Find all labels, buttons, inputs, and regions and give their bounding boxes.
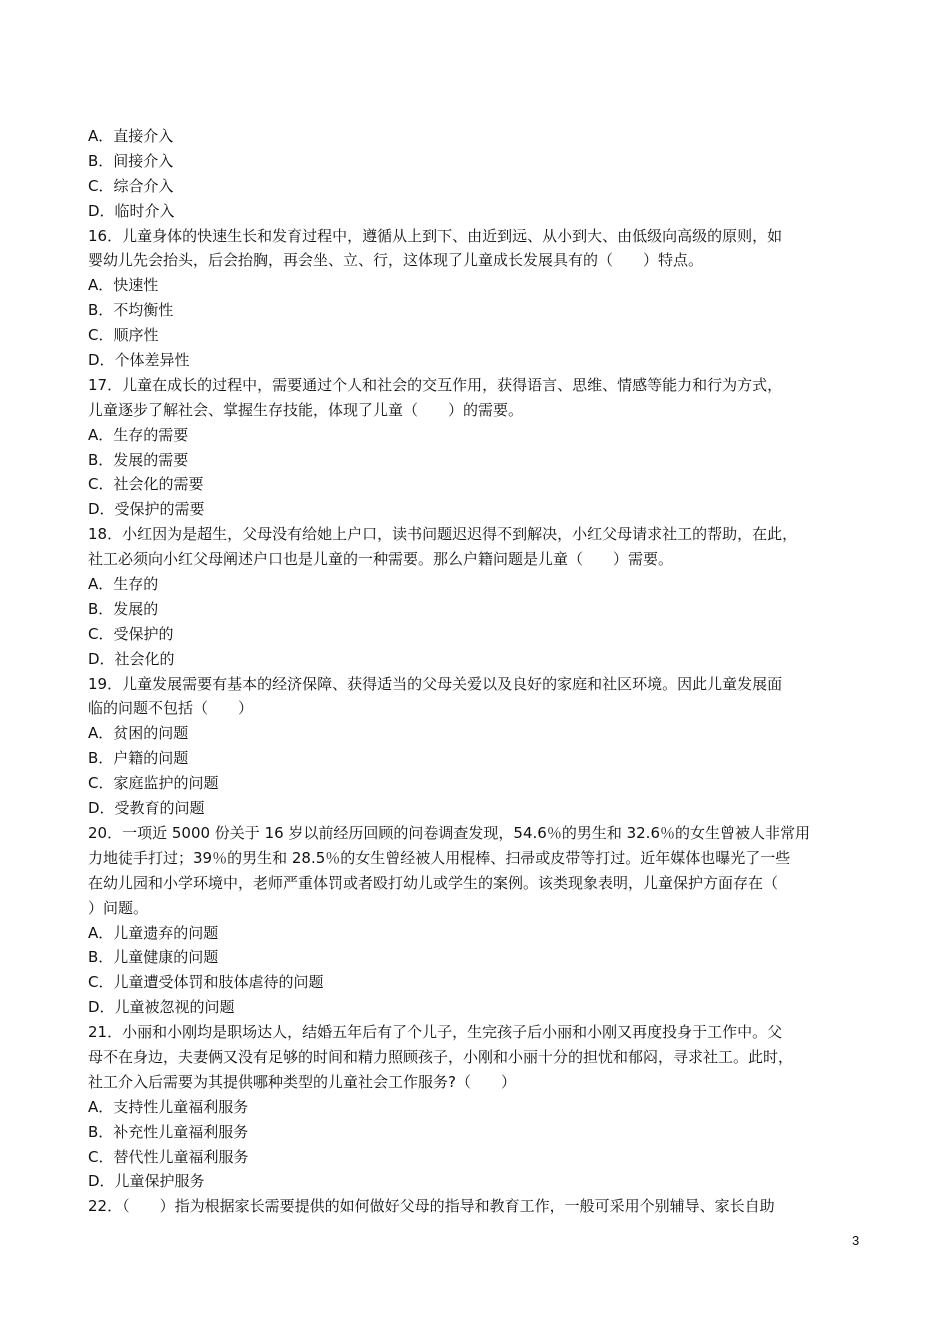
answer-option: B．不均衡性 [88, 301, 174, 320]
answer-option: A．贫困的问题 [88, 724, 189, 743]
answer-option: C．儿童遭受体罚和肢体虐待的问题 [88, 973, 324, 992]
question-text-line: 20．一项近 5000 份关于 16 岁以前经历回顾的问卷调查发现，54.6％的男生和 32.6％的女生曾被人非常用 [88, 823, 810, 842]
answer-option: B．发展的 [88, 599, 159, 618]
question-stem [88, 1020, 864, 1095]
answer-option: D．儿童保护服务 [88, 1172, 205, 1191]
question-stem [88, 373, 864, 423]
answer-option: B．发展的需要 [88, 450, 189, 469]
question-stem [88, 224, 864, 274]
answer-option: B．间接介入 [88, 151, 174, 170]
answer-option: A．生存的 [88, 575, 159, 594]
answer-option: D．受教育的问题 [88, 799, 205, 818]
question-text-line: 21．小丽和小刚均是职场达人，结婚五年后有了个儿子，生完孩子后小丽和小刚又再度投身于工作中。父 [88, 1023, 783, 1042]
answer-option: D．个体差异性 [88, 351, 190, 370]
answer-option: D．社会化的 [88, 649, 175, 668]
answer-option: B．儿童健康的问题 [88, 948, 219, 967]
answer-option: D．临时介入 [88, 201, 175, 220]
question-stem [88, 1194, 864, 1219]
answer-option: C．社会化的需要 [88, 475, 204, 494]
question-text-line: 社工介入后需要为其提供哪种类型的儿童社会工作服务?（ ） [88, 1072, 516, 1091]
answer-option: A．儿童遗弃的问题 [88, 923, 219, 942]
question-text-line: 在幼儿园和小学环境中，老师严重体罚或者殴打幼儿或学生的案例。该类现象表明，儿童保护方面存在（ [88, 873, 779, 892]
question-text-line: 母不在身边，夫妻俩又没有足够的时间和精力照顾孩子，小刚和小丽十分的担忧和郁闷，寻求社工。此时， [88, 1047, 794, 1066]
answer-option: A．支持性儿童福利服务 [88, 1097, 249, 1116]
question-text-line: 力地徒手打过；39％的男生和 28.5％的女生曾经被人用棍棒、扫帚或皮带等打过。近年媒体也曝光了一些 [88, 848, 791, 867]
question-text-line: 17．儿童在成长的过程中，需要通过个人和社会的交互作用，获得语言、思维、情感等能力和行为方式， [88, 375, 783, 394]
page-number: 3 [852, 1233, 860, 1248]
answer-option: C．顺序性 [88, 326, 159, 345]
answer-option: C．受保护的 [88, 624, 174, 643]
answer-option: C．替代性儿童福利服务 [88, 1147, 249, 1166]
question-text-line: 社工必须向小红父母阐述户口也是儿童的一种需要。那么户籍问题是儿童（ ）需要。 [88, 550, 674, 569]
answer-option: D．儿童被忽视的问题 [88, 998, 235, 1017]
answer-option: C．家庭监护的问题 [88, 774, 219, 793]
question-text-line: 19．儿童发展需要有基本的经济保障、获得适当的父母关爱以及良好的家庭和社区环境。因此儿童发展面 [88, 674, 783, 693]
question-text-line: 18．小红因为是超生，父母没有给她上户口，读书问题迟迟得不到解决，小红父母请求社工的帮助，在此， [88, 525, 798, 544]
question-text-line: 22．（ ）指为根据家长需要提供的如何做好父母的指导和教育工作，一般可采用个别辅导、家长自助 [88, 1197, 775, 1216]
question-text-line: 临的问题不包括（ ） [88, 699, 254, 718]
answer-option: C．综合介入 [88, 176, 174, 195]
question-list [88, 124, 864, 1219]
answer-option: B．户籍的问题 [88, 749, 189, 768]
question-text-line: 16．儿童身体的快速生长和发育过程中，遵循从上到下、由近到远、从小到大、由低级向高级的原则，如 [88, 226, 783, 245]
answer-option: A．快速性 [88, 276, 159, 295]
answer-option: B．补充性儿童福利服务 [88, 1122, 249, 1141]
answer-option: A．生存的需要 [88, 425, 189, 444]
question-stem [88, 522, 864, 572]
question-text-line: 儿童逐步了解社会、掌握生存技能，体现了儿童（ ）的需要。 [88, 400, 524, 419]
question-stem [88, 672, 864, 722]
question-text-line: 婴幼儿先会抬头，后会抬胸，再会坐、立、行，这体现了儿童成长发展具有的（ ）特点。 [88, 251, 704, 270]
question-stem [88, 821, 864, 921]
answer-option: D．受保护的需要 [88, 500, 205, 519]
answer-option: A．直接介入 [88, 127, 174, 145]
question-text-line: ）问题。 [88, 898, 149, 917]
